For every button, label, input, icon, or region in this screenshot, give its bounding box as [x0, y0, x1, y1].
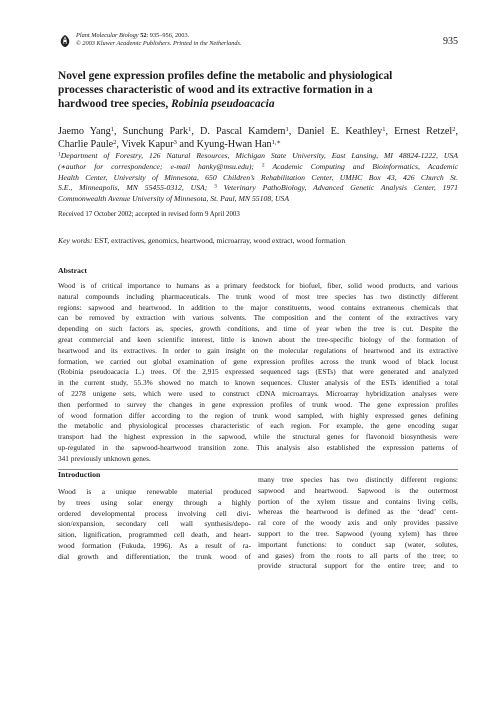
author-name: Charlie Paule — [58, 138, 114, 150]
abstract-line: Wood is of critical importance to humans as a primary feedstock for biofuel, fiber, solid wood products, and various — [58, 281, 458, 290]
intro-line: wood formation (Fukuda, 1996). As a result of ra- — [58, 540, 251, 550]
title-line-1: Novel gene expression profiles define the metabolic and physiological — [58, 70, 393, 82]
paper-title — [58, 70, 458, 111]
affiliations — [58, 151, 458, 205]
title-line-3 — [58, 98, 458, 112]
author-affil-mark: 3 — [173, 138, 177, 146]
title-line-3-text: hardwood tree species, — [58, 97, 172, 110]
author-affil-mark: 1 — [382, 126, 386, 133]
intro-line: by trees using solar energy through a highly — [58, 497, 251, 507]
author-name: , Ernest Retzel — [385, 126, 453, 137]
keywords-text: EST, extractives, genomics, heartwood, microarray, wood extract, wood formation — [92, 236, 346, 245]
copyright-line: © 2003 Kluwer Academic Publishers. Printed in the Netherlands. — [76, 40, 242, 47]
author-name: and Kyung-Hwan Han — [176, 138, 272, 150]
affil-mark: 2 — [261, 162, 265, 169]
page-number: 935 — [443, 36, 458, 47]
keywords — [58, 236, 458, 245]
author-separator: , — [455, 126, 458, 137]
affil-text: Veterinary PathoBiology, Advanced Genetic Analysis Center, 1971 — [216, 183, 458, 193]
abstract-line: can be removed by extraction with various solvents. The composition and the content of the extractives vary — [58, 313, 458, 323]
abstract-line: natural compounds including pharmaceuticals. The trunk wood of most tree species has two distinctly different — [58, 291, 458, 301]
intro-line: many tree species has two distinctly different regions: — [258, 475, 458, 484]
author-list — [58, 126, 458, 151]
introduction-left-column — [58, 487, 251, 563]
affil-mark: 3 — [214, 183, 217, 190]
title-line-2: processes characteristic of wood and its extractive formation in a — [58, 83, 373, 96]
abstract-line: depending on such factors as, species, growth conditions, and time of year when the tree is cut. Despite the — [58, 324, 458, 334]
intro-line: sapwood and heartwood. Sapwood is the outermost — [258, 485, 458, 495]
author-affil-mark: 1 — [188, 126, 192, 133]
abstract-line: regions: sapwood and heartwood. In addition to the major constituents, wood contains extraneous chemicals that — [58, 302, 458, 312]
affil-line-5: Commonwealth Avenue University of Minnesota, St. Paul, MN 55108, USA — [58, 194, 290, 204]
abstract-line: of wood formation differ according to the region of trunk wood sampled, with highly expressed genes defining — [58, 410, 458, 420]
intro-line: provide structural support for the entire tree; and to — [258, 561, 458, 571]
affil-text: Department of Forestry, 126 Natural Resources, Michigan State University, East Lansing, MI 48824-1222, USA — [60, 151, 458, 160]
intro-line: important functions: to conduct sap (water, solutes, — [258, 539, 458, 549]
affil-text: Academic Computing and Bioinformatics, Academic — [264, 161, 458, 171]
author-name: , Sunchung Park — [114, 126, 189, 137]
abstract-line: formation, we carried out global examination of gene expression profiles across the trunk wood of black locust — [58, 356, 458, 366]
intro-line: support to the tree. Sapwood (young xylem) has three — [258, 528, 458, 538]
author-name: , Daniel E. Keathley — [288, 126, 383, 137]
intro-line: portion of the xylem tissue and contains living cells, — [258, 496, 458, 506]
introduction-heading: Introduction — [58, 470, 101, 479]
abstract-line: (Robinia pseudoacacia L.) trees. Of the 2,915 expressed sequenced tags (ESTs) that were generated and analyzed — [58, 367, 458, 377]
publisher-logo-icon — [58, 34, 72, 48]
author-affil-mark: 2 — [113, 138, 117, 146]
author-line-2 — [58, 139, 458, 152]
affil-line-4 — [58, 183, 458, 194]
species-name: Robinia pseudoacacia — [171, 97, 275, 110]
intro-line: ral core of the woody axis and only provides passive — [258, 518, 458, 528]
author-name: , Vivek Kapur — [116, 138, 174, 150]
journal-volume: 52 — [140, 32, 147, 39]
intro-line: and gases) from the roots to all parts of the tree; to — [258, 550, 458, 560]
intro-line: dial growth and differentiation, the trunk wood of — [58, 551, 251, 561]
received-dates: Received 17 October 2002; accepted in revised form 9 April 2003 — [58, 211, 240, 218]
author-affil-mark: 1,∗ — [271, 138, 281, 146]
author-affil-mark: 1 — [285, 126, 289, 133]
abstract-line: great commercial and keen scientific interest, little is known about the tree-specific biology of the formation of — [58, 334, 458, 344]
abstract-line: then performed to survey the changes in gene expression profiles of trunk wood. The gene expression profiles — [58, 399, 458, 409]
author-affil-mark: 1 — [110, 126, 115, 133]
abstract-line: 341 previously unknown genes. — [58, 453, 151, 463]
affil-mark: 1 — [58, 151, 61, 158]
abstract-heading: Abstract — [58, 266, 88, 275]
author-name: , D. Pascal Kamdem — [191, 126, 286, 137]
abstract-line: in the current study, 55.3% showed no match to known sequences. Cluster analysis of the ESTs identified a total — [58, 378, 458, 388]
journal-name: Plant Molecular Biology — [76, 32, 139, 39]
abstract-line: transport had the highest expression in the sapwood, while the structural genes for flavonoid biosynthesis were — [58, 432, 458, 442]
abstract-line: up-regulated in the sapwood-heartwood transition zone. This analysis also established the expression patterns of — [58, 442, 458, 452]
intro-line: sion/expansion, secondary cell wall synthesis/depo- — [58, 519, 251, 529]
intro-line: sition, lignification, programmed cell death, and heart- — [58, 530, 251, 540]
intro-line: whereas the heartwood is defined as the ‘dead’ cent- — [258, 507, 458, 517]
keywords-label: Key words: — [58, 236, 93, 245]
author-line-1 — [58, 126, 458, 139]
affil-text: S.E., Minneapolis, MN 55455-0312, USA; — [58, 183, 215, 193]
abstract-body — [58, 281, 458, 465]
abstract-line: the metabolic and physiological processes characteristic of each region. For example, the gene encoding sugar — [58, 421, 458, 431]
section-divider — [58, 469, 458, 470]
abstract-line: heartwood and its extractives. In order to gain insight on the molecular regulations of heartwood and its extractive — [58, 345, 458, 355]
affil-line-1 — [58, 151, 458, 162]
abstract-line: of 2278 unigene sets, which were used to construct cDNA microarrays. Microarray hybridization analyses were — [58, 388, 458, 398]
author-name: Jaemo Yang — [58, 126, 111, 137]
affil-text: (∗author for correspondence; e-mail hanky@msu.edu); — [58, 161, 262, 171]
journal-pages: : 935–956, 2003. — [146, 32, 190, 39]
author-affil-mark: 2 — [452, 126, 456, 133]
journal-citation — [76, 32, 242, 48]
affil-line-2 — [58, 162, 458, 173]
introduction-right-column — [258, 475, 458, 572]
intro-line: Wood is a unique renewable material produced — [58, 487, 251, 496]
affil-line-3: Health Center, University of Minnesota, 650 Children’s Rehabilitation Center, UMHC Box 43, 426 Church St. — [58, 172, 458, 182]
intro-line: ordered developmental process involving cell divi- — [58, 508, 251, 518]
